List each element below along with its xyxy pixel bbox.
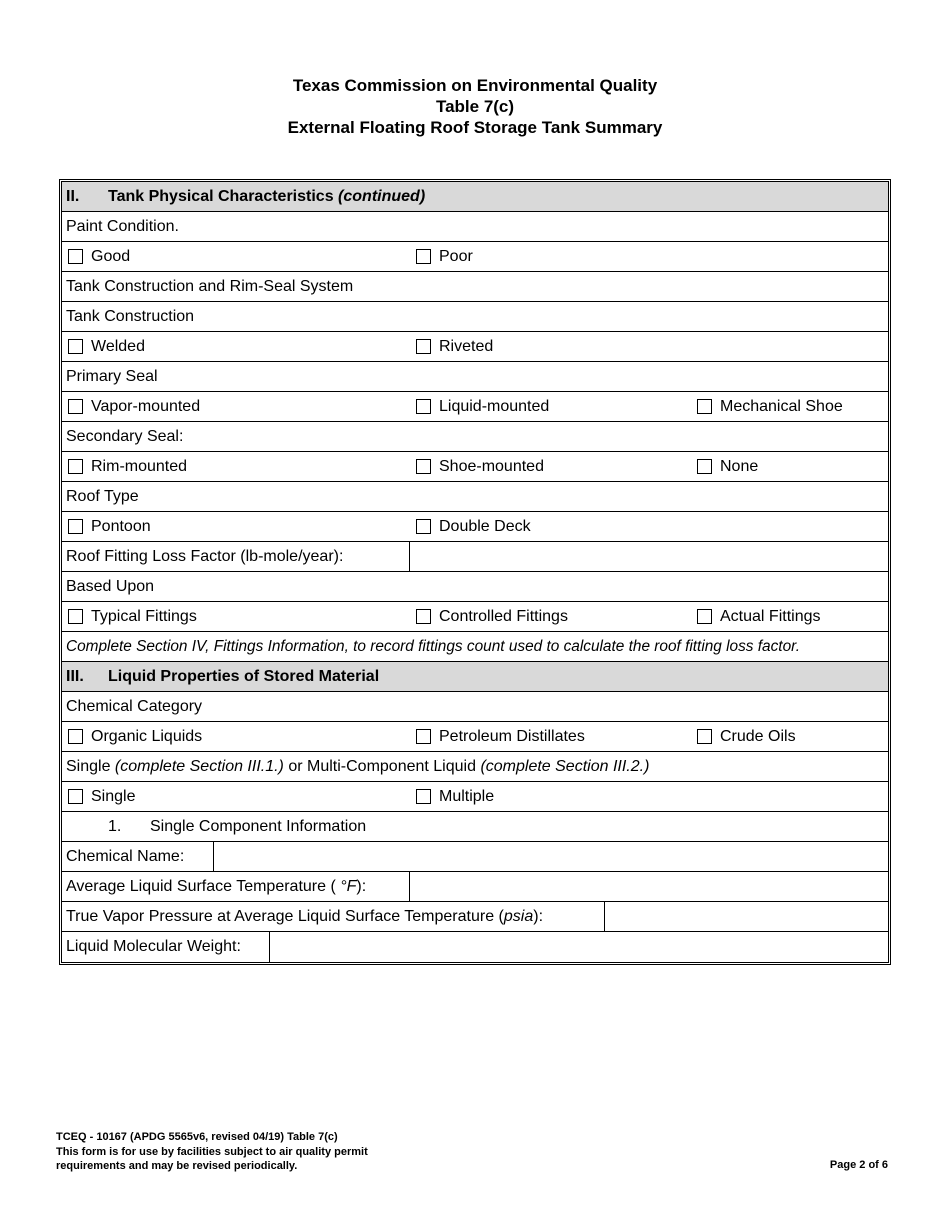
checkbox-box[interactable] [68, 459, 83, 474]
section-2-header [62, 182, 888, 212]
checkbox-box[interactable] [416, 519, 431, 534]
chemical-name-label: Chemical Name: [66, 848, 185, 865]
single-multi-label: Single (complete Section III.1.) or Multi-Component Liquid (complete Section III.2.) [66, 758, 650, 775]
primary-seal-label-row [62, 362, 888, 392]
checkbox-box[interactable] [416, 399, 431, 414]
form-footer [56, 1130, 368, 1174]
rim-seal-heading: Tank Construction and Rim-Seal System [66, 278, 354, 295]
roof-fitting-loss-label: Roof Fitting Loss Factor (lb-mole/year): [66, 548, 344, 565]
avg-temp-label: Average Liquid Surface Temperature ( °F): [66, 878, 367, 895]
checkbox-box[interactable] [416, 729, 431, 744]
paint-condition-label-row [62, 212, 888, 242]
fittings-note-row [62, 632, 888, 662]
checkbox-box[interactable] [416, 459, 431, 474]
checkbox-box[interactable] [68, 519, 83, 534]
paint-condition-options: Good Poor [62, 242, 888, 272]
secondary-seal-label: Secondary Seal: [66, 428, 184, 445]
mol-weight-input[interactable] [270, 932, 888, 962]
form-usage-note: This form is for use by facilities subject to air quality permit [56, 1145, 368, 1158]
primary-seal-options: Vapor-mounted Liquid-mounted Mechanical Shoe [62, 392, 888, 422]
section-number: II. [66, 188, 80, 205]
section-title: Tank Physical Characteristics (continued) [108, 188, 426, 205]
paint-condition-label: Paint Condition. [66, 218, 179, 235]
fittings-note: Complete Section IV, Fittings Information, to record fittings count used to calculate the roof fitting loss factor. [66, 638, 800, 655]
form-id: TCEQ - 10167 (APDG 5565v6, revised 04/19) Table 7(c) [56, 1131, 338, 1143]
checkbox-box[interactable] [68, 609, 83, 624]
roof-fitting-loss-input[interactable] [410, 542, 888, 571]
chemical-name-input[interactable] [214, 842, 888, 871]
chemical-category-label: Chemical Category [66, 698, 203, 715]
secondary-seal-label-row [62, 422, 888, 452]
chemical-category-label-row [62, 692, 888, 722]
subsection-title: Single Component Information [150, 818, 367, 835]
roof-type-label: Roof Type [66, 488, 139, 505]
avg-temp-row [62, 872, 888, 902]
tvp-row [62, 902, 888, 932]
checkbox-box[interactable] [416, 249, 431, 264]
tank-construction-options: Welded Riveted [62, 332, 888, 362]
single-multi-label-row [62, 752, 888, 782]
roof-type-options: Pontoon Double Deck [62, 512, 888, 542]
subsection-1-header [62, 812, 888, 842]
tvp-input[interactable] [605, 902, 888, 931]
rim-seal-heading-row [62, 272, 888, 302]
checkbox-box[interactable] [697, 729, 712, 744]
agency-title: Texas Commission on Environmental Quality [292, 76, 658, 95]
tvp-label: True Vapor Pressure at Average Liquid Surface Temperature (psia): [66, 908, 544, 925]
checkbox-box[interactable] [68, 249, 83, 264]
single-multi-options: Single Multiple [62, 782, 888, 812]
checkbox-box[interactable] [68, 789, 83, 804]
chemical-name-row [62, 842, 888, 872]
tank-construction-label-row [62, 302, 888, 332]
tank-summary-form [59, 179, 891, 965]
roof-type-label-row [62, 482, 888, 512]
based-upon-label: Based Upon [66, 578, 155, 595]
table-title: External Floating Roof Storage Tank Summary [287, 118, 663, 137]
checkbox-box[interactable] [68, 339, 83, 354]
mol-weight-label: Liquid Molecular Weight: [66, 938, 241, 955]
secondary-seal-options: Rim-mounted Shoe-mounted None [62, 452, 888, 482]
checkbox-box[interactable] [416, 789, 431, 804]
based-upon-label-row [62, 572, 888, 602]
section-3-header [62, 662, 888, 692]
checkbox-box[interactable] [697, 609, 712, 624]
checkbox-box[interactable] [697, 399, 712, 414]
form-revision-note: requirements and may be revised periodically. [56, 1160, 298, 1172]
checkbox-box[interactable] [68, 399, 83, 414]
section-title: Liquid Properties of Stored Material [108, 668, 380, 685]
tank-construction-label: Tank Construction [66, 308, 195, 325]
table-number: Table 7(c) [435, 97, 515, 116]
subsection-number: 1. [108, 818, 122, 835]
page-number: Page 2 of 6 [829, 1159, 888, 1171]
primary-seal-label: Primary Seal [66, 368, 158, 385]
checkbox-box[interactable] [697, 459, 712, 474]
based-upon-options: Typical Fittings Controlled Fittings Actual Fittings [62, 602, 888, 632]
checkbox-box[interactable] [416, 339, 431, 354]
roof-fitting-loss-row [62, 542, 888, 572]
checkbox-box[interactable] [416, 609, 431, 624]
document-header [0, 75, 950, 138]
checkbox-box[interactable] [68, 729, 83, 744]
mol-weight-row [62, 932, 888, 962]
avg-temp-input[interactable] [410, 872, 888, 901]
chemical-category-options: Organic Liquids Petroleum Distillates Crude Oils [62, 722, 888, 752]
section-number: III. [66, 668, 84, 685]
